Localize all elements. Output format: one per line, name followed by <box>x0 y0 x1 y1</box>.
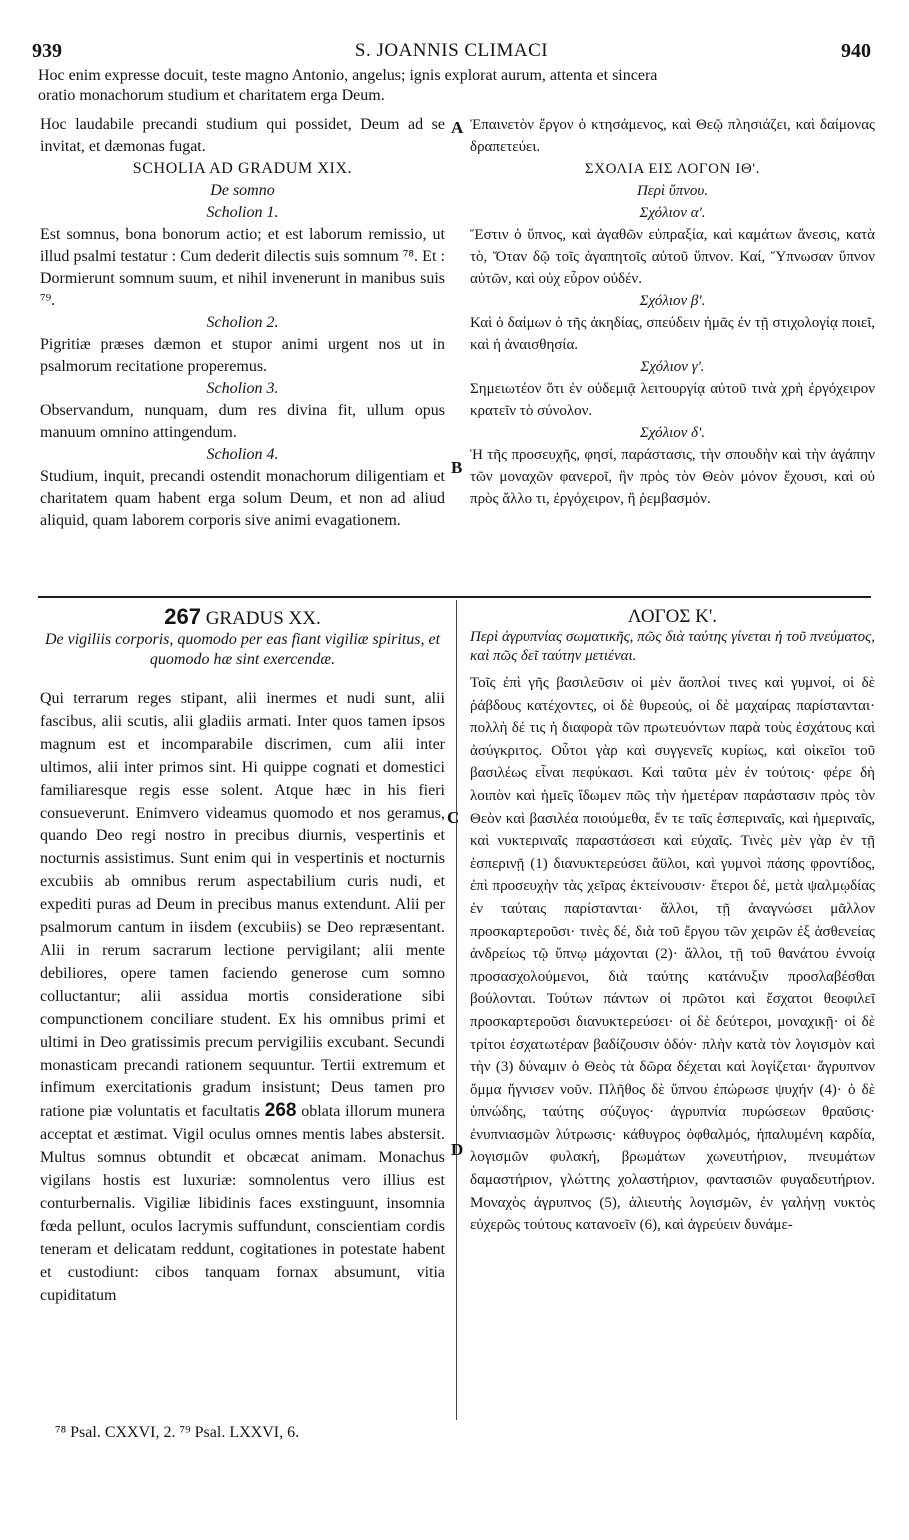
column-divider <box>456 600 457 1420</box>
greek-scholion-title: Σχόλιον γ'. <box>640 359 705 375</box>
greek-logos-body: Τοῖς ἐπὶ γῆς βασιλεῦσιν οἱ μὲν ἄοπλοί τινες καὶ γυμνοί, οἱ δὲ ῥάβδους κατέχοντες, οἱ δὲ θυρεούς, οἱ δὲ μαχαίρας παρίστανται· πολλὴ δέ τις ἡ διαφορὰ τῶν πρωτευόντων παρὰ τοὺς ἐσχάτους καὶ ἀσύγκριτος. Οὗτοι γὰρ καὶ συγγενεῖς κυρίως, καὶ οἰκεῖοι τοῦ βασιλέως εἶναι πεφύκασι. Καὶ ταῦτα μὲν ἐν τούτοις· φέρε δὴ λοιπὸν καὶ ἡμεῖς ἴδωμεν πῶς τὴν ἡμετέραν παράστασιν πρὸς τὸν Θεὸν καὶ βασιλέα ποιούμεθα, ἔν τε ταῖς ἑσπεριναῖς, καὶ ἡμεριναῖς, καὶ νυκτεριναῖς παραστάσεσι καὶ εὐχαῖς. Τινὲς μὲν γὰρ ἐν τῇ ἑσπερινῇ (1) διανυκτερεύσει ἄϋλοι, καὶ γυμνοὶ πάσης φροντίδος, ἐπὶ προσευχὴν τὰς χεῖρας ἐκτείνουσιν· ἕτεροι δέ, μετὰ ψαλμῳδίας ἐν ταύταις παρίστανται· ἄλλοι, τῇ ἀναγνώσει μᾶλλον προσκαρτεροῦσι· τινὲς δέ, διὰ τοῦ ἔργου τῶν χειρῶν ἐξ ἀσθενείας ἀνδρείως τῷ ὕπνῳ μάχονται (2)· ἄλλοι, τῇ τοῦ θανάτου ἐννοίᾳ προσασχολούμενοι, διὰ ταύτης κατάνυξιν προσλαβέσθαι βούλονται. Τούτων πάντων οἱ πρῶτοι καὶ ἔσχατοι θεοφιλεῖ προσκαρτεροῦσι διανυκτερεύσει· οἱ δὲ δεύτεροι, μοναχικῇ· οἱ δὲ τρίτοι ἐσχατωτέραν βαδίζουσιν ὁδόν· πλὴν κατὰ τὸν λογισμὸν καὶ τὴν (3) δύναμιν ὁ Θεὸς τὰ δῶρα δέχεται καὶ λογίζεται· ἄγρυπνον ὄμμα ἤγνισεν νοῦν. Πλῆθος δὲ ὕπνου ἐπώρωσε ψυχήν (4)· ὁ δὲ ὑπνώδης, ταύτης σύζυγος· ἀγρυπνία πυρώσεων θραῦσις· ἐνυπνιασμῶν λύτρωσις· κάθυγρος ὀφθαλμός, ἡπαλυμένη καρδία, λογισμῶν φυλακή, βρωμάτων χωνευτήριον, πνευμάτων δαμαστήριον, γλώττης χολαστήριον, φαντασιῶν φυγαδευτήριον. Μοναχὸς ἀγρυπνος (5), ἁλιευτὴς λογισμῶν, ἐν γαλήνῃ νυκτὸς εὐχερῶς τούτους κατανοεῖν (6), καὶ ἀγρεύειν δυνάμε- <box>470 675 875 1234</box>
continuation-line-2: oratio monachorum studium et charitatem erga Deum. <box>38 87 385 104</box>
greek-scholion-title: Σχόλιον β'. <box>639 293 706 309</box>
latin-scholia-heading: SCHOLIA AD GRADUM XIX. <box>132 160 353 177</box>
running-title: S. JOANNIS CLIMACI <box>354 40 549 61</box>
latin-body-text: Qui terrarum reges stipant, alii inermes et nudi sunt, alii fascibus, alii scutis, alii gladiis armati. Inter quos tamen ipsos magnum est et incomparabile discrimen, cum alii inter ultimos, alii inter primos sint. Hi quippe cognati et domestici familiaresque regis esse solent. Atque hæc in his fieri consueverunt. Enimvero videamus quomodo et nos geramus, quando Deo regi nostro in precibus diurnis, vespertinis et nocturnis assistimus. Sunt enim qui in vespertinis et nocturnis excubiis ab omnibus rerum aspectabilium curis nudi, et expediti puras ad Deum in precibus manus extendunt. Alii per psalmorum cantum in iisdem (excubiis) se Deo repræsentant. Alii in rerum sacrarum lectione pervigilant; alii mente debiliores, opere tamen faciendo generose cum somno colluctantur; alii assidua mortis consideratione sibi compunctionem conciliare student. Ex his omnibus primi et ultimi in Deo gratissimis precum pervigiliis excubant. Secundi monasticam precandi rationem sequuntur. Tertii extremum et infimum exercitationis gradum insistunt; Deus tamen pro ratione piæ voluntatis et facultatis <box>40 690 445 1121</box>
latin-scholion-title: Scholion 4. <box>206 446 279 463</box>
latin-scholion-text: Pigritiæ præses dæmon et stupor animi urgent nos ut in psalmorum recitatione properemus. <box>40 336 445 375</box>
latin-paragraph: Hoc laudabile precandi studium qui possidet, Deum ad se invitat, et dæmonas fugat. <box>40 116 445 155</box>
latin-body-text: oblata illorum munera acceptat et æstimat. Vigil oculus omnes mentis labes abstersit. Multus somnus obtundit et obcæcat animam. Monachus vigilans hostis est luxuriæ: somnolentus vero illius est conturbernalis. Vigiliæ libidinis faces exstinguunt, insomnia fœda pellunt, oculos lacrymis suffundunt, conscientiam cordis teneram et delicatam reddunt, cogitationes in potestate habent et custodiunt: cibos tanquam fornax absumunt, vitia cupiditatum <box>40 1103 446 1304</box>
horizontal-divider <box>38 596 871 598</box>
greek-scholion-title: Σχόλιον δ'. <box>639 425 706 441</box>
page-number-left: 939 <box>32 40 62 62</box>
latin-gradus-subtitle: De vigiliis corporis, quomodo per eas fiant vigiliæ spiritus, et quomodo hæ sint exercendæ. <box>44 631 441 668</box>
section-marker-d: D <box>451 1140 464 1159</box>
greek-logos-subtitle: Περὶ ἀγρυπνίας σωματικῆς, πῶς διὰ ταύτης γίνεται ἡ τοῦ πνεύματος, καὶ πῶς δεῖ ταύτην μετιέναι. <box>470 629 875 664</box>
continuation-text <box>38 66 871 106</box>
latin-gradus-heading <box>40 606 445 630</box>
greek-scholion-text: Καὶ ὁ δαίμων ὁ τῆς ἀκηδίας, σπεύδειν ἡμᾶς ἐν τῇ στιχολογίᾳ ποιεῖ, καὶ ἡ ἀναισθησία. <box>470 315 875 353</box>
greek-scholion-title: Σχόλιον α'. <box>639 205 706 221</box>
footnotes: ⁷⁸ Psal. CXXVI, 2. ⁷⁹ Psal. LXXVI, 6. <box>55 1424 300 1441</box>
latin-scholion-text: Est somnus, bona bonorum actio; et est laborum remissio, ut illud psalmi testatur : Cum dederit dilectis suis somnum ⁷⁸. Et : Dormierunt somnum suum, et nihil invenerunt in manibus suis ⁷⁹. <box>40 226 445 309</box>
page-number-right: 940 <box>841 40 871 62</box>
latin-gradus-body <box>40 688 445 1307</box>
latin-scholion-text: Observandum, nunquam, dum res divina fit, ullum opus manuum omnino attingendum. <box>40 402 445 441</box>
latin-scholia-subtitle: De somno <box>210 182 275 199</box>
page-header <box>32 40 871 64</box>
continuation-line-1: Hoc enim expresse docuit, teste magno Antonio, angelus; ignis explorat aurum, attenta et sincera <box>38 67 658 84</box>
section-marker-b: B <box>451 458 463 477</box>
greek-scholia-column <box>470 114 875 510</box>
inline-column-number: 268 <box>264 1100 297 1122</box>
greek-logos-column <box>470 606 875 1237</box>
greek-scholion-text: Σημειωτέον ὅτι ἐν οὐδεμιᾷ λειτουργίᾳ αὐτοῦ τινὰ χρὴ ἐργόχειρον κρατεῖν τὸ σύνολον. <box>470 381 875 419</box>
section-marker-a: A <box>451 118 464 137</box>
greek-scholion-text: Ἡ τῆς προσευχῆς, φησί, παράστασις, τὴν σπουδὴν καὶ τὴν ἀγάπην τῶν μοναχῶν φανεροῖ, ἣν πρὸς τὸν Θεὸν μόνον ἔχουσι, καὶ οὐ πρὸς ἄλλο τι, ἐργόχειρον, ἢ ῥεμβασμόν. <box>470 447 875 507</box>
latin-scholion-text: Studium, inquit, precandi ostendit monachorum diligentiam et charitatem quam habent erga solum Deum, et non ad aliud aliquid, quam laborem corporis sive animi evagationem. <box>40 468 445 529</box>
latin-scholion-title: Scholion 2. <box>206 314 279 331</box>
greek-scholion-text: Ἔστιν ὁ ὕπνος, καὶ ἀγαθῶν εὐπραξία, καὶ καμάτων ἄνεσις, κατὰ τὸ, Ὅταν δῷ τοῖς ἀγαπητοῖς αὐτοῦ ὕπνον. Καί, Ὕπνωσαν ὕπνον αὐτῶν, καὶ οὐχ εὗρον οὐδέν. <box>470 227 875 287</box>
greek-scholia-heading: ΣΧΟΛΙΑ ΕΙΣ ΛΟΓΟΝ ΙΘ'. <box>584 161 761 177</box>
latin-gradus-column <box>40 606 445 1307</box>
latin-gradus-title: GRADUS XX. <box>205 608 321 629</box>
greek-scholia-subtitle: Περὶ ὕπνου. <box>636 183 709 199</box>
section-marker-c: C <box>447 808 460 827</box>
latin-scholion-title: Scholion 3. <box>206 380 279 397</box>
greek-paragraph: Ἐπαινετὸν ἔργον ὁ κτησάμενος, καὶ Θεῷ πλησιάζει, καὶ δαίμονας δραπετεύει. <box>470 117 875 155</box>
column-number: 267 <box>164 604 201 629</box>
greek-logos-heading: ΛΟΓΟΣ Κ'. <box>627 606 718 627</box>
latin-scholion-title: Scholion 1. <box>206 204 279 221</box>
latin-scholia-column <box>40 114 445 532</box>
